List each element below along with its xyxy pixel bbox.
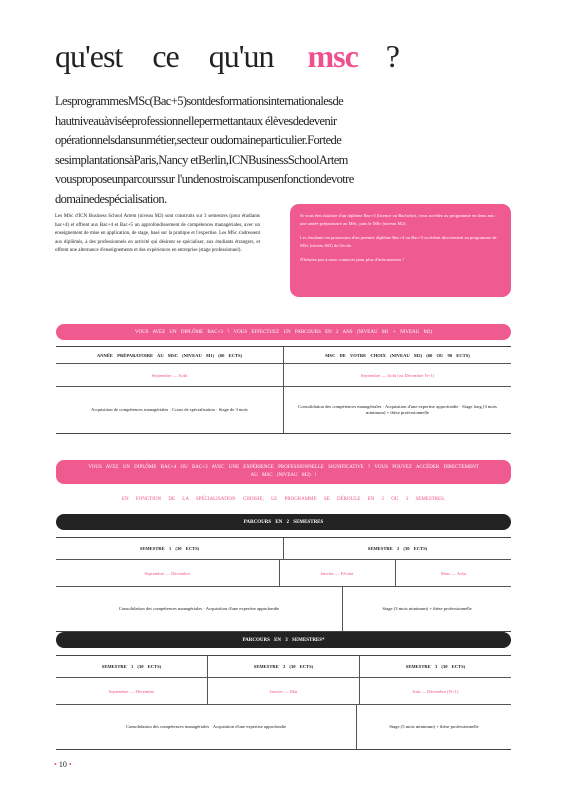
table-header-msc-choice: MSC DE VOTRE CHOIX (NIVEAU M2) (60 OU 90 ECTS) xyxy=(325,352,470,358)
content-internship-3s: Stage (5 mois minimum) + thèse professionnelle xyxy=(389,723,479,729)
content-msc-choice: Consolidation des compétences managériales · Acquisition d'une expertise approfondie · Stage long (3 mois minimum) + thèse professionnelle xyxy=(298,403,497,415)
dates-msc-choice: Septembre — Août (ou Décembre N+1) xyxy=(360,372,435,378)
dates-prep-year: Septembre — Août xyxy=(56,364,284,386)
table-header-s3: SEMESTRE 3 (30 ECTS) xyxy=(405,664,466,669)
content-prep-year: Acquisition de compétences managériales · Cours de spécialisation · Stage de 3 mois xyxy=(56,387,284,433)
three-semester-banner: PARCOURS EN 3 SEMESTRES* xyxy=(56,632,511,648)
table-two-semesters xyxy=(56,537,511,632)
dates-semester-1: Septembre — Décembre xyxy=(56,560,280,586)
table-header-s1: SEMESTRE 1 (30 ECTS) xyxy=(56,656,208,677)
bullet-right: • xyxy=(68,760,72,769)
dates-s1: Septembre — Décembre xyxy=(56,678,208,704)
callout-text-2: Les étudiants en possession d'un premier diplôme Bac+4 ou Bac+5 accèdent directement au programme de MSc (niveau M2) de l'école. xyxy=(300,235,497,248)
title-word-1: qu'est xyxy=(55,38,123,74)
page-number xyxy=(54,760,72,769)
table-three-semesters xyxy=(56,655,511,750)
table-header-s2: SEMESTRE 2 (30 ECTS) xyxy=(208,656,360,677)
dates-semester-2b: Mars — Août xyxy=(440,570,466,576)
two-semester-banner: PARCOURS EN 2 SEMESTRES xyxy=(56,514,511,530)
bullet-left: • xyxy=(54,760,57,769)
table-bac3-track xyxy=(56,346,511,434)
title-accent: msc xyxy=(307,38,358,74)
table-header-semester-1: SEMESTRE 1 (30 ECTS) xyxy=(56,538,284,559)
title-word-2: ce xyxy=(152,38,179,74)
dates-s3: Juin — Décembre (N+1) xyxy=(412,688,459,694)
info-callout xyxy=(290,204,511,297)
page-title xyxy=(55,38,399,75)
callout-text-1: Si vous êtes titulaire d'un diplôme Bac+3 (licence ou Bachelor), vous accédez au programme en deux ans : une année préparatoire au MSc, puis le MSc (niveau M2). xyxy=(300,213,497,226)
title-word-3: qu'un xyxy=(208,38,274,74)
callout-text-3: N'hésitez pas à nous contacter pour plus d'informations ! xyxy=(300,257,404,262)
title-question-mark: ? xyxy=(385,38,399,74)
table-header-semester-2: SEMESTRE 2 (30 ECTS) xyxy=(367,546,428,551)
table-header-prep-year: ANNÉE PRÉPARATOIRE AU MSC (NIVEAU M1) (60 ECTS) xyxy=(56,347,284,363)
bac3-banner: VOUS AVEZ UN DIPLÔME BAC+3 ? VOUS EFFECTUEZ UN PARCOURS EN 2 ANS (NIVEAU M1 + NIVEAU M2) xyxy=(56,324,511,340)
content-internship: Stage (3 mois minimum) + thèse professionnelle xyxy=(382,605,472,611)
dates-s2: Janvier — Mai xyxy=(208,678,360,704)
intro-paragraph: Les MSc d'ICN Business School Artem (niveau M2) sont construits sur 3 semestres (pour étudiants bac+4) et offrent aux Bac+4 et Bac+5 un approfondissement de compétences managériales, avec un enseignement de mise en application, de stage, basé sur la pratique et l'expertise. Les MSc s'adressent aux diplômés, à des professionnels en activité qui désirent se spécialiser, aux étudiants étrangers, et offrent une alternance d'enseignements et des expériences en entreprise (stage professionnel). xyxy=(55,214,260,254)
bac4-banner: VOUS AVEZ UN DIPLÔME BAC+4 OU BAC+3 AVEC UNE EXPÉRIENCE PROFESSIONNELLE SIGNIFICATIVE ? VOUS POUVEZ ACCÉDER DIRECTEMENT AU MSC (NIVEAU M2) ! xyxy=(56,460,511,484)
content-courses-3s: Consolidation des compétences managériales · Acquisition d'une expertise approfondie xyxy=(56,705,357,749)
page-number-text: 10 xyxy=(58,760,67,769)
content-courses: Consolidation des compétences managériales · Acquisition d'une expertise approfondie xyxy=(56,587,343,631)
dates-semester-2a: Janvier — Février xyxy=(280,560,396,586)
semester-note: EN FONCTION DE LA SPÉCIALISATION CHOISIE, LE PROGRAMME SE DÉROULE EN 2 OU 3 SEMESTRES. xyxy=(121,497,446,502)
lead-paragraph: LesprogrammesMSc(Bac+5)sontdesformationsinternationalesde hautniveauàviséeprofessionnellepermettantaux élèvesdedevenir opérationnelsdansunmétier,secteur oudomaineparticulier.Fortede sesimplantationsàParis,Nancy etBerlin,ICNBusinessSchoolArtem vousproposeunparcourssur l'undenostroiscampusenfonctiondevotre domainedespécialisation. xyxy=(55,94,354,206)
